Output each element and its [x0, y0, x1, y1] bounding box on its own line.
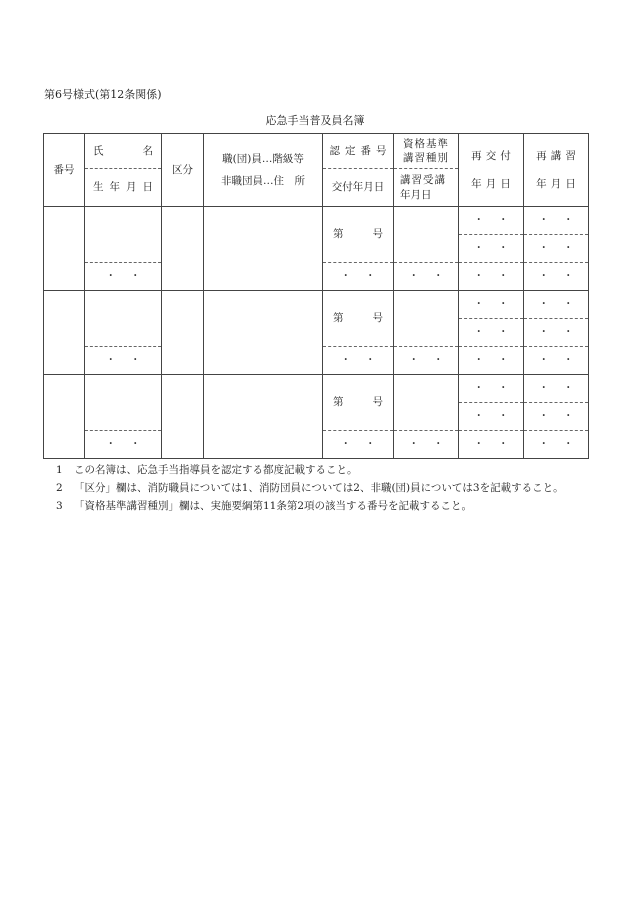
header-qualification: 資格基準 講習種別: [394, 134, 459, 169]
record-course-date: ・ ・: [394, 431, 459, 459]
record-reissue-date: ・ ・: [459, 347, 524, 375]
record-no: [44, 207, 85, 291]
record-reexam-date: ・ ・: [524, 403, 589, 431]
note-2: 2 「区分」欄は、消防職員については1、消防団員については2、非職(団)員については3を記載すること。: [56, 482, 564, 495]
header-course-date: 講習受講 年月日: [394, 169, 459, 207]
record-reexam-date: ・ ・: [524, 347, 589, 375]
record-issue-date: ・ ・: [323, 263, 394, 291]
header-cert-number: 認 定 番 号: [323, 134, 394, 169]
record-position: [204, 375, 323, 459]
header-reissue: 再 交 付 年 月 日: [459, 134, 524, 207]
record-reexam-date: ・ ・: [524, 263, 589, 291]
record-category: [162, 291, 204, 375]
record-reissue-date: ・ ・: [459, 291, 524, 319]
record-reissue-date: ・ ・: [459, 319, 524, 347]
header-position: 職(団)員…階級等 非職団員…住 所: [204, 134, 323, 207]
record-position: [204, 207, 323, 291]
record-position: [204, 291, 323, 375]
record-cert-number: 第 号: [323, 291, 394, 347]
record-qualification: [394, 375, 459, 431]
record-category: [162, 375, 204, 459]
roster-table: [43, 133, 589, 459]
record-birthdate: ・ ・: [85, 347, 162, 375]
header-issue-date: 交付年月日: [323, 169, 394, 207]
record-name: [85, 207, 162, 263]
record-cert-number: 第 号: [323, 207, 394, 263]
record-reissue-date: ・ ・: [459, 375, 524, 403]
record-birthdate: ・ ・: [85, 431, 162, 459]
header-reexam: 再 講 習 年 月 日: [524, 134, 589, 207]
record-name: [85, 291, 162, 347]
record-reissue-date: ・ ・: [459, 263, 524, 291]
record-qualification: [394, 291, 459, 347]
record-no: [44, 375, 85, 459]
record-reexam-date: ・ ・: [524, 235, 589, 263]
header-birthdate: 生 年 月 日: [85, 169, 162, 207]
record-category: [162, 207, 204, 291]
page-title: 応急手当普及員名簿: [265, 114, 365, 127]
record-reissue-date: ・ ・: [459, 207, 524, 235]
note-3: 3 「資格基準講習種別」欄は、実施要綱第11条第2項の該当する番号を記載すること。: [56, 500, 473, 513]
header-category: 区分: [162, 134, 204, 207]
record-qualification: [394, 207, 459, 263]
notes: [52, 461, 597, 515]
record-course-date: ・ ・: [394, 347, 459, 375]
record-reissue-date: ・ ・: [459, 431, 524, 459]
header-name: 氏 名: [85, 134, 162, 169]
record-no: [44, 291, 85, 375]
form-number: 第6号様式(第12条関係): [44, 88, 162, 101]
record-reexam-date: ・ ・: [524, 375, 589, 403]
header-no: 番号: [44, 134, 85, 207]
record-reexam-date: ・ ・: [524, 291, 589, 319]
record-name: [85, 375, 162, 431]
record-issue-date: ・ ・: [323, 347, 394, 375]
record-reexam-date: ・ ・: [524, 431, 589, 459]
record-reissue-date: ・ ・: [459, 403, 524, 431]
record-birthdate: ・ ・: [85, 263, 162, 291]
record-reissue-date: ・ ・: [459, 235, 524, 263]
note-1: 1 この名簿は、応急手当指導員を認定する都度記載すること。: [56, 464, 358, 476]
record-cert-number: 第 号: [323, 375, 394, 431]
record-reexam-date: ・ ・: [524, 207, 589, 235]
record-reexam-date: ・ ・: [524, 319, 589, 347]
record-issue-date: ・ ・: [323, 431, 394, 459]
record-course-date: ・ ・: [394, 263, 459, 291]
